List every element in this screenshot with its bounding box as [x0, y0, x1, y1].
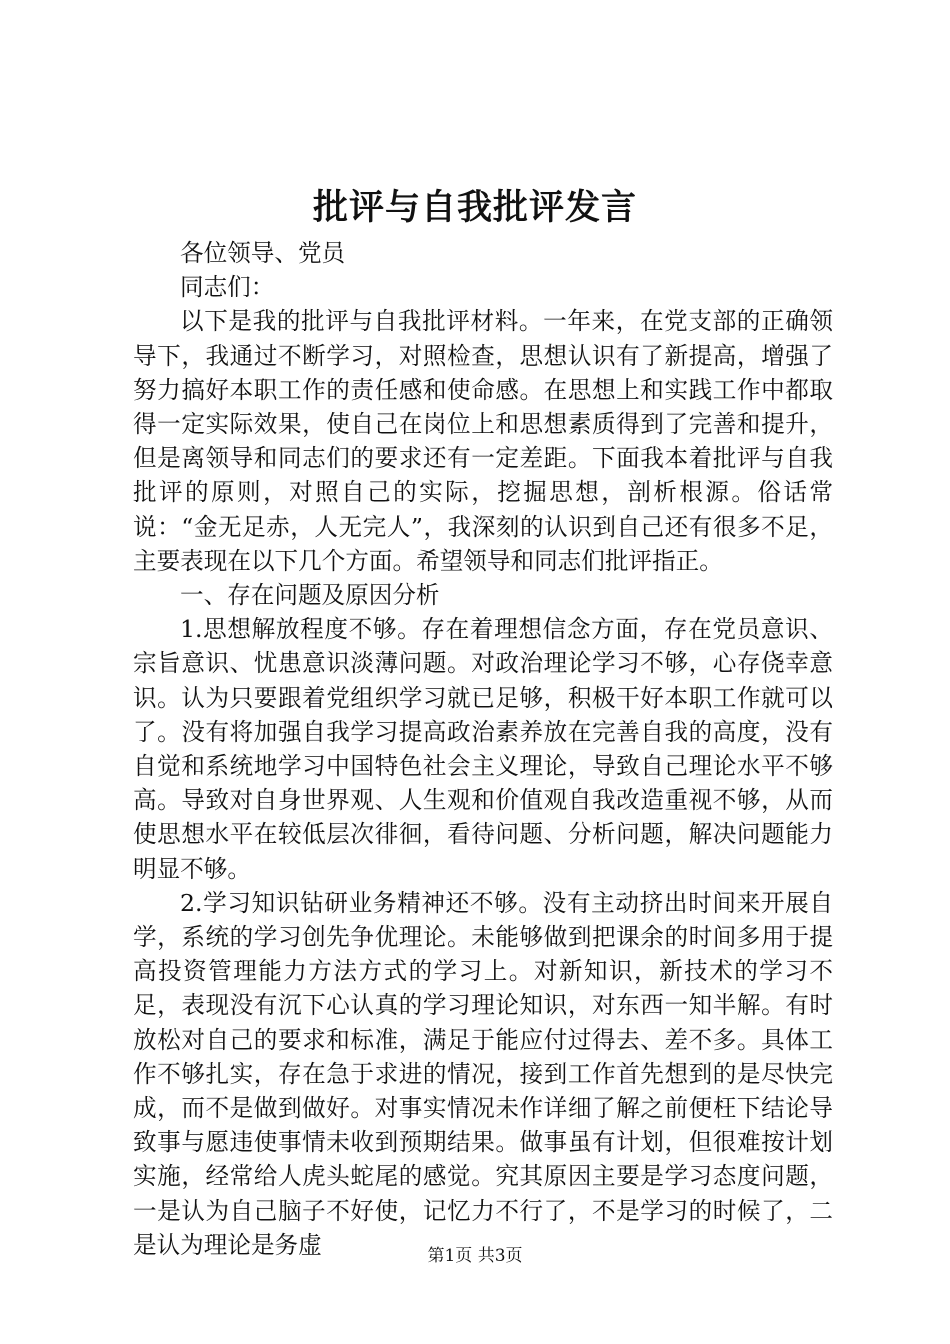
paragraph-intro: 以下是我的批评与自我批评材料。一年来，在党支部的正确领导下，我通过不断学习，对照检查，思想认识有了新提高，增强了努力搞好本职工作的责任感和使命感。在思想上和实践工作中都取得一定实际效果，使自己在岗位上和思想素质得到了完善和提升，但是离领导和同志们的要求还有一定差距。下面我本着批评与自我批评的原则，对照自己的实际，挖掘思想，剖析根源。俗话常说：“金无足赤，人无完人”，我深刻的认识到自己还有很多不足，主要表现在以下几个方面。希望领导和同志们批评指正。 [133, 307, 833, 575]
document-body [133, 236, 833, 1262]
paragraph-item-1: 1.思想解放程度不够。存在着理想信念方面，存在党员意识、宗旨意识、忧患意识淡薄问题。对政治理论学习不够，心存侥幸意识。认为只要跟着党组织学习就已足够，积极干好本职工作就可以了。没有将加强自我学习提高政治素养放在完善自我的高度，没有自觉和系统地学习中国特色社会主义理论，导致自己理论水平不够高。导致对自身世界观、人生观和价值观自我改造重视不够，从而使思想水平在较低层次徘徊，看待问题、分析问题，解决问题能力明显不够。 [133, 615, 833, 883]
salutation-line: 各位领导、党员 [180, 239, 346, 267]
page-number: 第1页 共3页 [427, 1246, 523, 1266]
salutation-line: 同志们： [180, 273, 275, 302]
document-title: 批评与自我批评发言 [312, 187, 637, 228]
paragraph-item-2: 2.学习知识钻研业务精神还不够。没有主动挤出时间来开展自学，系统的学习创先争优理论。未能够做到把课余的时间多用于提高投资管理能力方法方式的学习上。对新知识，新技术的学习不足，表现没有沉下心认真的学习理论知识，对东西一知半解。有时放松对自己的要求和标准，满足于能应付过得去、差不多。具体工作不够扎实，存在急于求进的情况，接到工作首先想到的是尽快完成，而不是做到做好。对事实情况未作详细了解之前便枉下结论导致事与愿违使事情未收到预期结果。做事虽有计划，但很难按计划实施，经常给人虎头蛇尾的感觉。究其原因主要是学习态度问题，一是认为自己脑子不好使，记忆力不行了，不是学习的时候了，二是认为理论是务虚 [133, 888, 833, 1259]
section-heading: 一、存在问题及原因分析 [180, 581, 440, 610]
